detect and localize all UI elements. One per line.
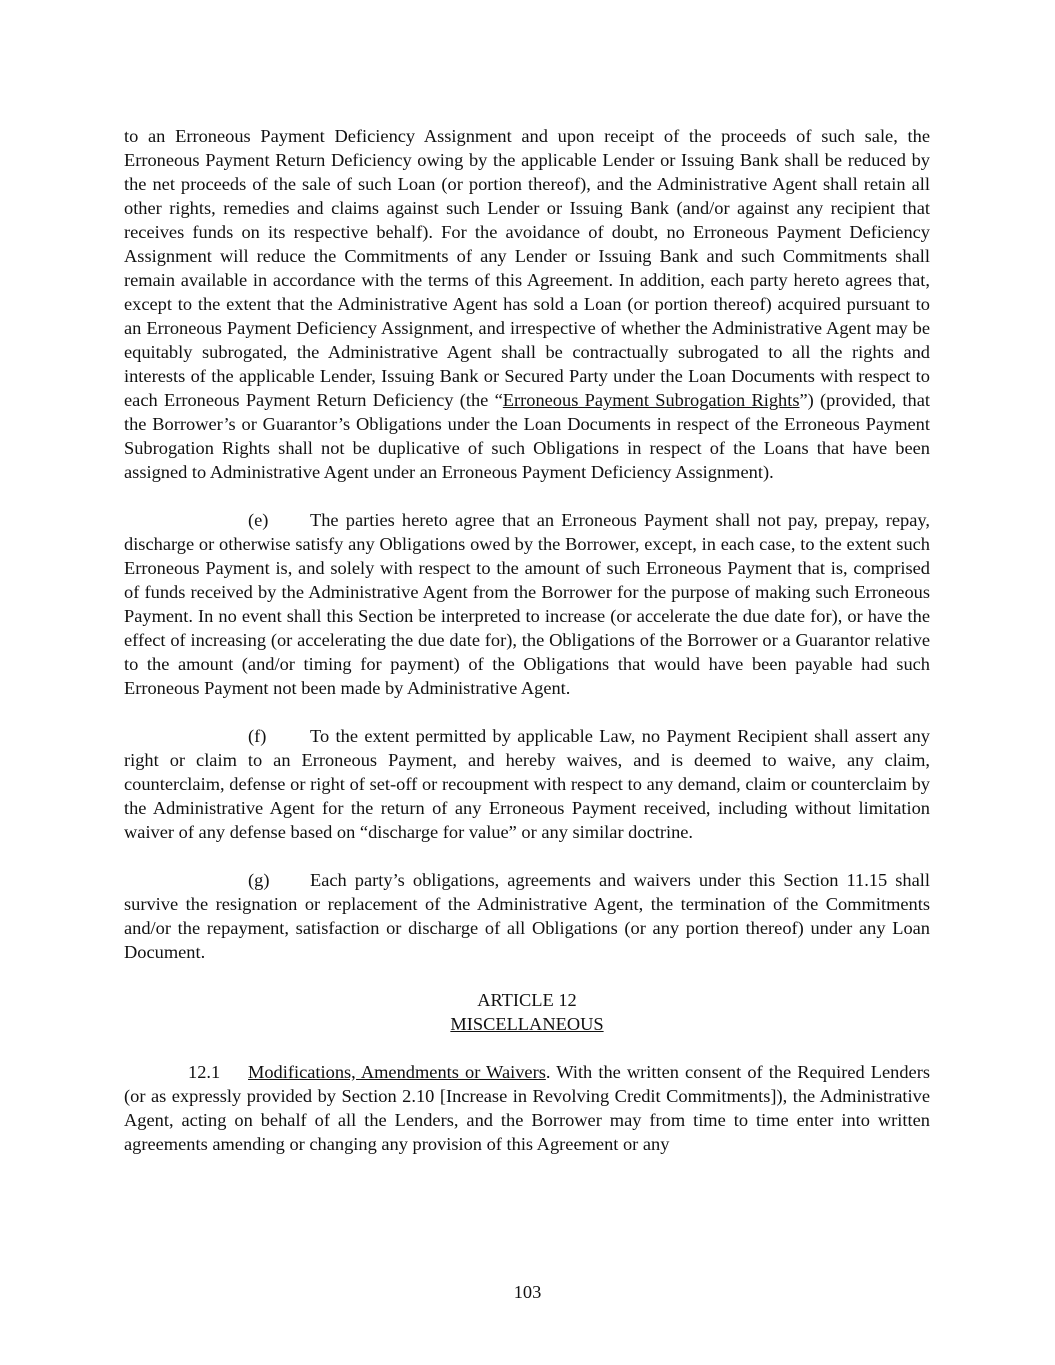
- article-heading: [124, 988, 930, 1036]
- clause-e: [124, 508, 930, 700]
- clause-g: [124, 868, 930, 964]
- continuation-text: to an Erroneous Payment Deficiency Assignment and upon receipt of the proceeds of such sale, the Erroneous Payment Return Deficiency owing by the applicable Lender or Issuing Bank shall be reduced by the net proceeds of the sale of such Loan (or portion thereof), and the Administrative Agent shall retain all other rights, remedies and claims against such Lender or Issuing Bank (and/or against any recipient that receives funds on its respective behalf). For the avoidance of doubt, no Erroneous Payment Deficiency Assignment will reduce the Commitments of any Lender or Issuing Bank and such Commitments shall remain available in accordance with the terms of this Agreement. In addition, each party hereto agrees that, except to the extent that the Administrative Agent has sold a Loan (or portion thereof) acquired pursuant to an Erroneous Payment Deficiency Assignment, and irrespective of whether the Administrative Agent may be equitably subrogated, the Administrative Agent shall be contractually subrogated to all the rights and interests of the applicable Lender, Issuing Bank or Secured Party under the Loan Documents with respect to each Erroneous Payment Return Deficiency (the “: [124, 126, 930, 410]
- page-number: 103: [513, 1282, 542, 1302]
- clause-f: [124, 724, 930, 844]
- clause-label: (g): [248, 870, 270, 890]
- clause-text: Each party’s obligations, agreements and waivers under this Section 11.15 shall survive the resignation or replacement of the Administrative Agent, the termination of the Commitments and/or the repayment, satisfaction or discharge of all Obligations (or any portion thereof) under any Loan Document.: [124, 870, 930, 962]
- section-number: 12.1: [188, 1062, 221, 1082]
- continuation-text-end: ”) (provided, that the Borrower’s or Guarantor’s Obligations under the Loan Documents in respect of the Erroneous Payment Subrogation Rights shall not be duplicative of such Obligations in respect of the Loans that have been assigned to Administrative Agent under an Erroneous Payment Deficiency Assignment).: [124, 390, 930, 482]
- section-heading-end: .: [545, 1062, 551, 1082]
- section-heading: Modifications, Amendments or Waivers: [248, 1062, 546, 1082]
- clause-label: (e): [248, 510, 269, 530]
- section-12-1: [124, 1060, 930, 1156]
- clause-text: The parties hereto agree that an Erroneous Payment shall not pay, prepay, repay, discharge or otherwise satisfy any Obligations owed by the Borrower, except, in each case, to the extent such Erroneous Payment is, and solely with respect to the amount of such Erroneous Payment that is, comprised of funds received by the Administrative Agent from the Borrower for the purpose of making such Erroneous Payment. In no event shall this Section be interpreted to increase (or accelerate the due date for), or have the effect of increasing (or accelerating the due date for), the Obligations of the Borrower or a Guarantor relative to the amount (and/or timing for payment) of the Obligations that would have been payable had such Erroneous Payment not been made by Administrative Agent.: [124, 510, 930, 698]
- clause-label: (f): [248, 726, 267, 746]
- clause-text: To the extent permitted by applicable Law, no Payment Recipient shall assert any right or claim to an Erroneous Payment, and hereby waives, and is deemed to waive, any claim, counterclaim, defense or right of set-off or recoupment with respect to any demand, claim or counterclaim by the Administrative Agent for the return of any Erroneous Payment received, including without limitation waiver of any defense based on “discharge for value” or any similar doctrine.: [124, 726, 930, 842]
- article-title: MISCELLANEOUS: [450, 1014, 604, 1034]
- defined-term: Erroneous Payment Subrogation Rights: [502, 390, 800, 410]
- continuation-paragraph: [124, 124, 930, 484]
- article-number: ARTICLE 12: [477, 990, 577, 1010]
- section-text: With the written consent of the Required Lenders (or as expressly provided by Section 2.10 [Increase in Revolving Credit Commitments]), the Administrative Agent, acting on behalf of all the Lenders, and the Borrower may from time to time enter into written agreements amending or changing any provision of this Agreement or any: [124, 1062, 930, 1154]
- document-page: [124, 124, 930, 1156]
